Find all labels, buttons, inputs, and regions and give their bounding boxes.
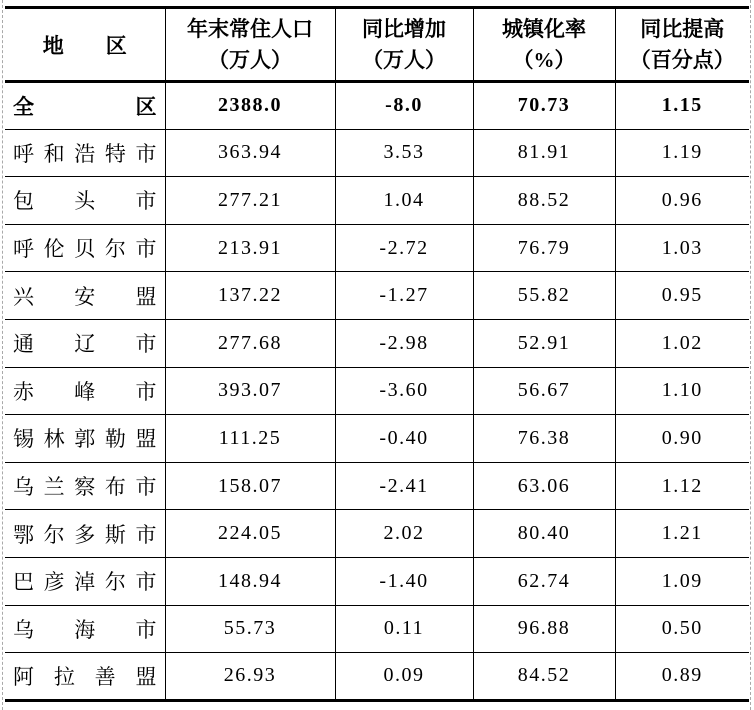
rate-increase-cell: 1.19 <box>615 129 749 177</box>
table-row <box>5 557 749 605</box>
header-urbanization-rate-line2: （%） <box>512 47 576 72</box>
population-cell: 213.91 <box>165 224 335 272</box>
rate-increase-cell: 1.12 <box>615 462 749 510</box>
population-cell: 148.94 <box>165 557 335 605</box>
header-yoy-change-line2: （万人） <box>362 47 446 72</box>
table-row <box>5 82 749 130</box>
header-population-line1: 年末常住人口 <box>187 16 313 41</box>
urbanization-rate-cell: 63.06 <box>473 462 615 510</box>
yoy-change-cell: 2.02 <box>335 510 473 558</box>
header-rate-increase-line2: （百分点） <box>629 47 735 72</box>
header-urbanization-rate <box>473 8 615 82</box>
page-break-line-right <box>750 0 751 710</box>
header-population-line2: （万人） <box>208 47 292 72</box>
population-cell: 55.73 <box>165 605 335 653</box>
rate-increase-cell: 1.10 <box>615 367 749 415</box>
rate-increase-cell: 0.96 <box>615 177 749 225</box>
table-row <box>5 653 749 701</box>
table-row <box>5 319 749 367</box>
table-row <box>5 177 749 225</box>
header-population <box>165 8 335 82</box>
yoy-change-cell: -8.0 <box>335 82 473 130</box>
header-urbanization-rate-line1: 城镇化率 <box>502 16 586 41</box>
rate-increase-cell: 0.89 <box>615 653 749 701</box>
rate-increase-cell: 1.09 <box>615 557 749 605</box>
urbanization-rate-cell: 96.88 <box>473 605 615 653</box>
table-row <box>5 510 749 558</box>
yoy-change-cell: -2.72 <box>335 224 473 272</box>
population-cell: 111.25 <box>165 415 335 463</box>
population-cell: 158.07 <box>165 462 335 510</box>
region-cell: 鄂尔多斯市 <box>5 510 165 558</box>
rate-increase-cell: 0.95 <box>615 272 749 320</box>
region-cell: 兴安盟 <box>5 272 165 320</box>
population-cell: 363.94 <box>165 129 335 177</box>
rate-increase-cell: 0.90 <box>615 415 749 463</box>
rate-increase-cell: 1.03 <box>615 224 749 272</box>
region-cell: 赤峰市 <box>5 367 165 415</box>
urbanization-rate-cell: 56.67 <box>473 367 615 415</box>
region-cell: 通辽市 <box>5 319 165 367</box>
population-cell: 277.68 <box>165 319 335 367</box>
population-cell: 277.21 <box>165 177 335 225</box>
population-urbanization-table <box>5 6 749 702</box>
rate-increase-cell: 1.15 <box>615 82 749 130</box>
header-yoy-change <box>335 8 473 82</box>
table-row <box>5 605 749 653</box>
region-cell: 呼伦贝尔市 <box>5 224 165 272</box>
rate-increase-cell: 1.02 <box>615 319 749 367</box>
table-row <box>5 272 749 320</box>
region-cell: 包头市 <box>5 177 165 225</box>
urbanization-rate-cell: 52.91 <box>473 319 615 367</box>
region-cell: 乌兰察布市 <box>5 462 165 510</box>
urbanization-rate-cell: 55.82 <box>473 272 615 320</box>
yoy-change-cell: 1.04 <box>335 177 473 225</box>
region-cell: 全区 <box>5 82 165 130</box>
yoy-change-cell: 3.53 <box>335 129 473 177</box>
region-cell: 乌海市 <box>5 605 165 653</box>
urbanization-rate-cell: 62.74 <box>473 557 615 605</box>
header-rate-increase <box>615 8 749 82</box>
urbanization-rate-cell: 84.52 <box>473 653 615 701</box>
table-row <box>5 129 749 177</box>
yoy-change-cell: -2.98 <box>335 319 473 367</box>
yoy-change-cell: -3.60 <box>335 367 473 415</box>
urbanization-rate-cell: 76.79 <box>473 224 615 272</box>
header-region-label: 地 区 <box>42 33 127 58</box>
table-row <box>5 415 749 463</box>
urbanization-rate-cell: 80.40 <box>473 510 615 558</box>
rate-increase-cell: 0.50 <box>615 605 749 653</box>
urbanization-rate-cell: 88.52 <box>473 177 615 225</box>
table-row <box>5 367 749 415</box>
urbanization-rate-cell: 70.73 <box>473 82 615 130</box>
table-row <box>5 462 749 510</box>
population-cell: 393.07 <box>165 367 335 415</box>
region-cell: 阿拉善盟 <box>5 653 165 701</box>
header-yoy-change-line1: 同比增加 <box>362 16 446 41</box>
yoy-change-cell: 0.09 <box>335 653 473 701</box>
table-row <box>5 224 749 272</box>
rate-increase-cell: 1.21 <box>615 510 749 558</box>
header-row <box>5 8 749 82</box>
yoy-change-cell: -2.41 <box>335 462 473 510</box>
urbanization-rate-cell: 76.38 <box>473 415 615 463</box>
header-rate-increase-line1: 同比提高 <box>640 16 725 41</box>
yoy-change-cell: -1.27 <box>335 272 473 320</box>
page-break-line-left <box>2 0 3 710</box>
population-cell: 224.05 <box>165 510 335 558</box>
header-region <box>5 8 165 82</box>
population-cell: 2388.0 <box>165 82 335 130</box>
yoy-change-cell: -1.40 <box>335 557 473 605</box>
yoy-change-cell: 0.11 <box>335 605 473 653</box>
population-cell: 26.93 <box>165 653 335 701</box>
region-cell: 锡林郭勒盟 <box>5 415 165 463</box>
yoy-change-cell: -0.40 <box>335 415 473 463</box>
region-cell: 巴彦淖尔市 <box>5 557 165 605</box>
region-cell: 呼和浩特市 <box>5 129 165 177</box>
urbanization-rate-cell: 81.91 <box>473 129 615 177</box>
population-cell: 137.22 <box>165 272 335 320</box>
